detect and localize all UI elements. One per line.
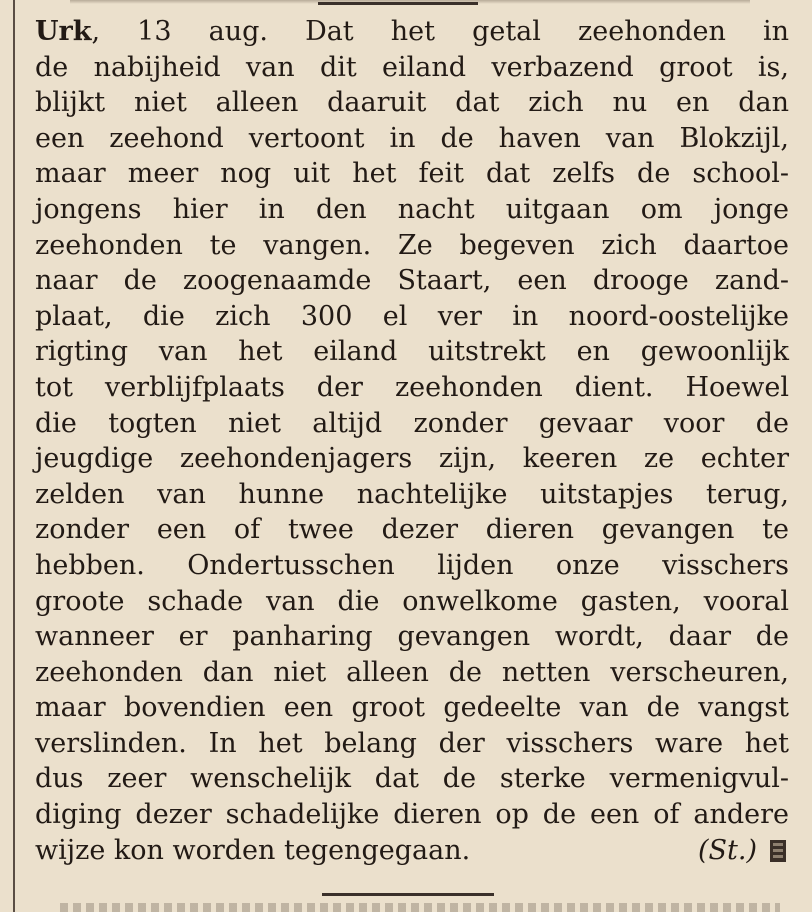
source-attribution: (St.) (698, 834, 757, 866)
article-first-line (35, 14, 789, 50)
article-line: dus zeer wenschelijk dat de sterke vermenigvul- (35, 763, 789, 795)
news-article (35, 14, 789, 868)
article-line: blijkt niet alleen daaruit dat zich nu en dan (35, 87, 789, 119)
article-line: verslinden. In het belang der visschers ware het (35, 727, 789, 759)
article-line: jeugdige zeehondenjagers zijn, keeren ze echter (35, 443, 789, 475)
article-line: hebben. Ondertusschen lijden onze visschers (35, 549, 789, 581)
article-line: de nabijheid van dit eiland verbazend groot is, (35, 51, 789, 83)
article-line: rigting van het eiland uitstrekt en gewoonlijk (35, 336, 789, 368)
article-line: zeehonden dan niet alleen de netten verscheuren, (35, 656, 789, 688)
article-line: jongens hier in den nacht uitgaan om jonge (35, 193, 789, 225)
article-line: groote schade van die onwelkome gasten, vooral (35, 585, 789, 617)
article-last-line (35, 833, 789, 869)
separator-rule-top (318, 2, 478, 5)
article-line: zeehonden te vangen. Ze begeven zich daartoe (35, 229, 789, 261)
article-line: diging dezer schadelijke dieren op de een of andere (35, 799, 789, 831)
article-line: naar de zoogenaamde Staart, een drooge zand- (35, 265, 789, 297)
article-line: een zeehond vertoont in de haven van Blokzijl, (35, 122, 789, 154)
article-line: zonder een of twee dezer dieren gevangen te (35, 514, 789, 546)
article-line: die togten niet altijd zonder gevaar voor de (35, 407, 789, 439)
article-closing-text: wijze kon worden tegengegaan. (35, 834, 471, 866)
column-rule (13, 0, 15, 912)
article-line: zelden van hunne nachtelijke uitstapjes terug, (35, 478, 789, 510)
article-line: plaat, die zich 300 el ver in noord-oostelijke (35, 300, 789, 332)
article-line: tot verblijfplaats der zeehonden dient. Hoewel (35, 371, 789, 403)
separator-rule-bottom (322, 893, 494, 896)
article-line: wanneer er panharing gevangen wordt, daar de (35, 621, 789, 653)
article-place: Urk (35, 16, 92, 47)
article-line: maar bovendien een groot gedeelte van de vangst (35, 692, 789, 724)
next-text-remnant (60, 903, 780, 912)
article-line: maar meer nog uit het feit dat zelfs de school- (35, 158, 789, 190)
printer-ornament-icon (767, 838, 789, 864)
article-dateline: , 13 aug. Dat het getal zeehonden in (91, 16, 789, 47)
